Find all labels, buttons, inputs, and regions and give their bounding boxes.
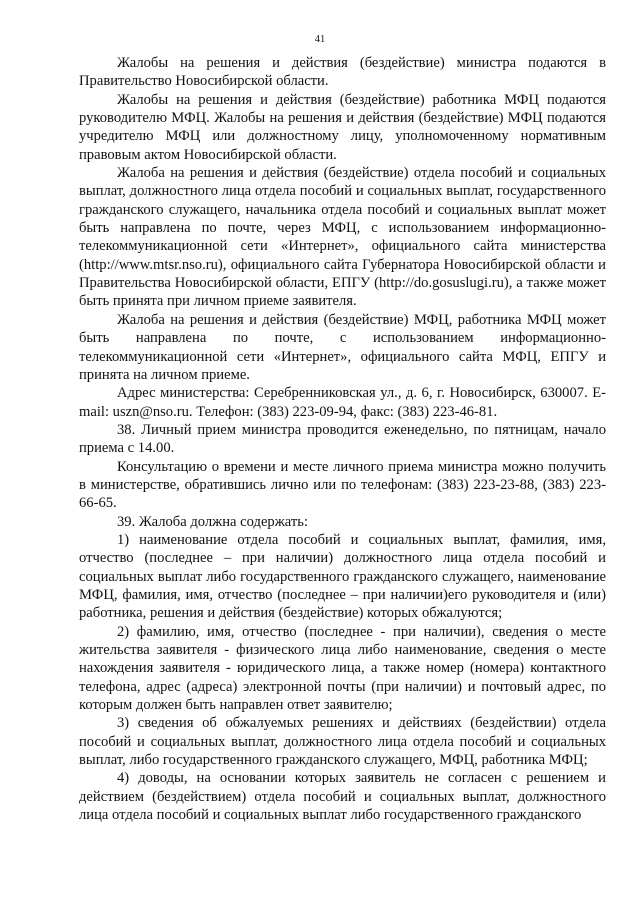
paragraph-complaints-minister: Жалобы на решения и действия (бездействие) министра подаются в Правительство Новосибирской области.: [79, 55, 606, 90]
paragraph-item-38: 38. Личный прием министра проводится еженедельно, по пятницам, начало приема с 14.00.: [79, 421, 606, 457]
paragraph-ministry-address: Адрес министерства: Серебренниковская ул., д. 6, г. Новосибирск, 630007. E-mail: uszn@nso.ru. Телефон: (383) 223-09-94, факс: (383) 223-46-81.: [79, 385, 606, 420]
list-item-2: 2) фамилию, имя, отчество (последнее - при наличии), сведения о месте жительства заявителя - физического лица либо наименование, сведения о месте нахождения заявителя - юридического лица, а также номер (номера) контактного телефона, адрес (адреса) электронной почты (при наличии) и почтовый адрес, по которым должен быть направлен ответ заявителю;: [79, 623, 606, 714]
list-item-3: 3) сведения об обжалуемых решениях и действиях (бездействии) отдела пособий и социальных выплат, должностного лица отдела пособий и социальных выплат, либо государственного гражданского служащего, МФЦ, работника МФЦ;: [79, 715, 606, 769]
paragraph-item-39: 39. Жалоба должна содержать:: [117, 513, 308, 530]
list-item-1: 1) наименование отдела пособий и социальных выплат, фамилия, имя, отчество (последнее – при наличии) должностного лица отдела пособий и социальных выплат либо государственного гражданского служащего, наименование МФЦ, фамилия, имя, отчество (последнее – при наличии)его руководителя и (или) работника, решения и действия (бездействие) которых обжалуются;: [79, 531, 606, 622]
paragraph-complaints-mfc: Жалобы на решения и действия (бездействие) работника МФЦ подаются руководителю МФЦ. Жалобы на решения и действия (бездействие) МФЦ подаются учредителю МФЦ или должностному лицу, уполномоченному нормативным правовым актом Новосибирской области.: [79, 91, 606, 163]
paragraph-complaint-channels-mfc: Жалоба на решения и действия (бездействие) МФЦ, работника МФЦ может быть направлена по почте, с использованием информационно-телекоммуникационной сети «Интернет», официального сайта МФЦ, ЕПГУ и принята на личном приеме.: [79, 311, 606, 383]
list-item-4: 4) доводы, на основании которых заявитель не согласен с решением и действием (бездействием) отдела пособий и социальных выплат, должностного лица отдела пособий и социальных выплат либо государственного гражданского: [79, 770, 606, 824]
paragraph-complaint-channels-department: Жалоба на решения и действия (бездействие) отдела пособий и социальных выплат, должностного лица отдела пособий и социальных выплат, государственного гражданского служащего, начальника отдела пособий и социальных выплат может быть направлена по почте, через МФЦ, с использованием информационно-телекоммуникационной сети «Интернет», официального сайта министерства (http://www.mtsr.nso.ru), официального сайта Губернатора Новосибирской области и Правительства Новосибирской области, ЕПГУ (http://do.gosuslugi.ru), а также может быть принята при личном приеме заявителя.: [79, 165, 606, 310]
page-number: 41: [314, 34, 326, 45]
paragraph-consultation: Консультацию о времени и месте личного приема министра можно получить в министерстве, обратившись лично или по телефонам: (383) 223-23-88, (383) 223-66-65.: [79, 458, 606, 512]
document-body: [79, 54, 606, 824]
